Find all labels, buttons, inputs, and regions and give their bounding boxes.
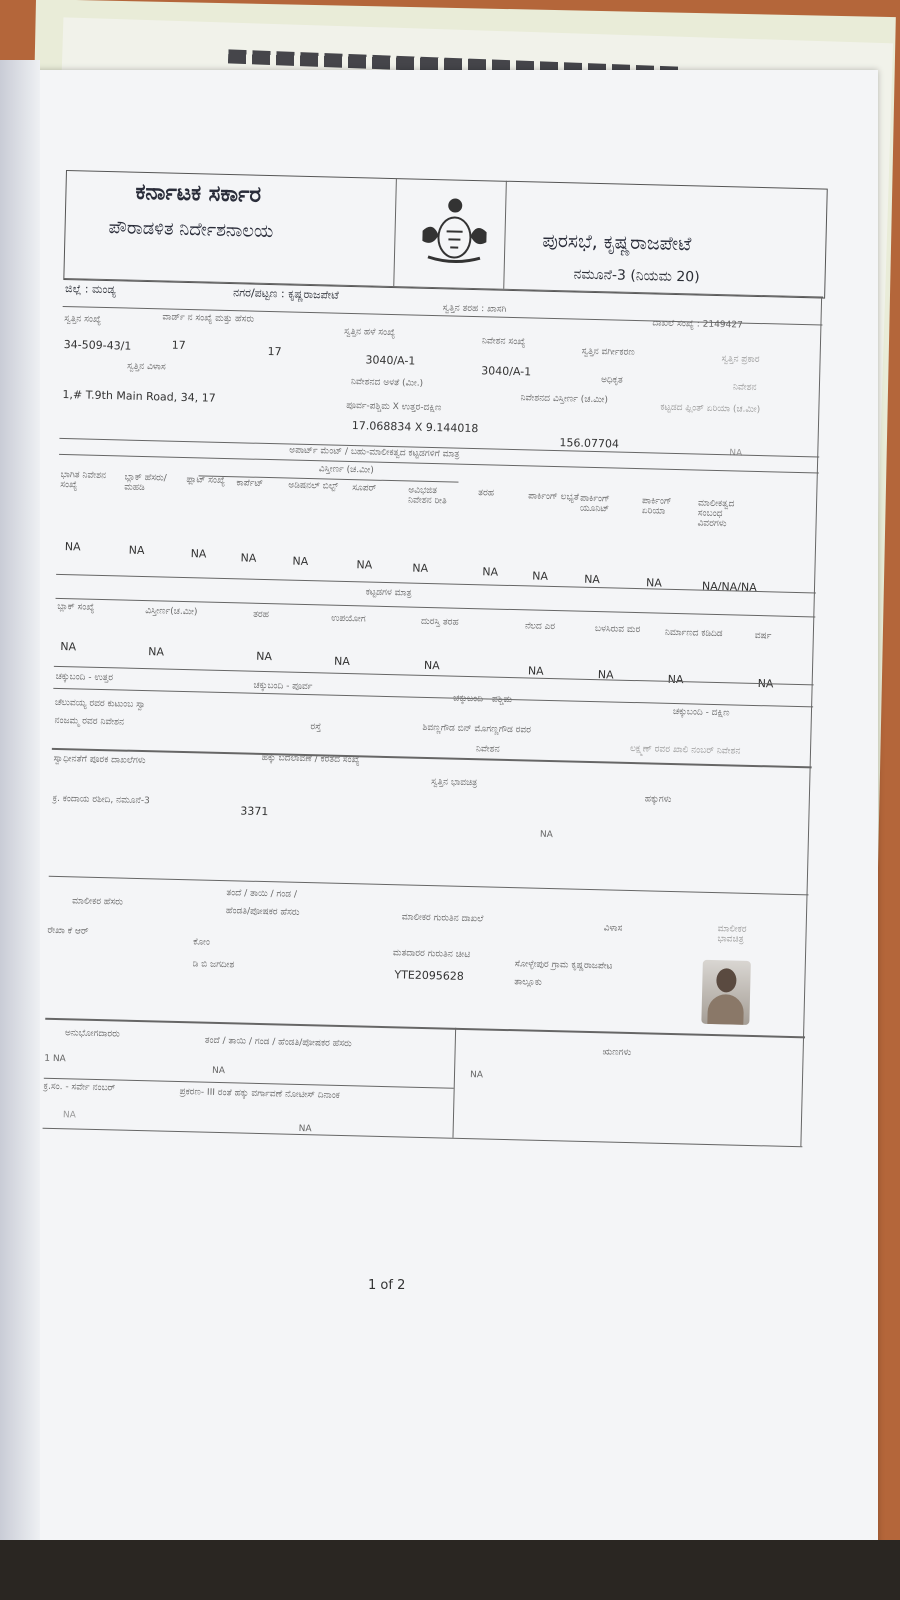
apartment-value-11: NA/NA/NA <box>701 579 757 595</box>
apartment-header-11: ಮಾಲೀಕತ್ವದ ಸಂಬಂಧ ವಿವರಗಳು <box>697 498 735 530</box>
south-boundary-value: ಲಕ್ಷ್ಮಣ್ ರವರ ಖಾಲಿ ನಂಬರ್ ನಿವೇಶನ <box>629 743 741 757</box>
category-value: ಅಧಿಕೃತ <box>600 375 623 386</box>
building-value-2: NA <box>256 649 273 664</box>
govt-title: ಕರ್ನಾಟಕ ಸರ್ಕಾರ <box>135 179 262 208</box>
built-area-label: ಕಟ್ಟಡದ ಫ್ಲಿಂತ್ ಏರಿಯಾ (ಚ.ಮೀ) <box>660 402 761 416</box>
apartment-header-8: ಪಾರ್ಕಿಂಗ್ ಲಭ್ಯತೆ <box>528 490 580 503</box>
prop-no-header: ಸ್ವತ್ತಿನ ಸಂಖ್ಯೆ <box>64 314 102 325</box>
apartment-value-9: NA <box>584 572 601 586</box>
supporting-docs-label: ಸ್ವಾಧೀನತೆಗೆ ಪೂರಕ ದಾಖಲೆಗಳು <box>53 753 146 767</box>
survey-number-label: ಕ್ರ.ಸಂ. - ಸರ್ವೇ ನಂಬರ್ <box>43 1081 116 1094</box>
certificate-page <box>18 70 878 1550</box>
survey-number-value: NA <box>62 1110 76 1121</box>
apartment-value-0: NA <box>64 540 81 554</box>
building-value-0: NA <box>60 640 77 654</box>
building-value-6: NA <box>597 668 614 682</box>
building-header-1: ವಿಸ್ತೀರ್ಣ(ಚ.ಮೀ) <box>145 605 198 617</box>
building-header-5: ನೆಲದ ಎರ <box>524 620 556 632</box>
apartment-header-4: ಅಡಿಷನಲ್ ಬಿಲ್ಟ್ <box>288 480 339 492</box>
north-boundary-line1: ಚೆಲುವಯ್ಯ ರವರ ಕುಟುಂಬ ಸ್ವಾ <box>54 697 146 711</box>
building-header-8: ವರ್ಷ <box>754 630 772 642</box>
old-no-header: ಸ್ವತ್ತಿನ ಹಳೆ ಸಂಖ್ಯೆ <box>344 326 396 339</box>
north-boundary-label: ಚಕ್ಕುಬಂದಿ - ಉತ್ತರ <box>55 671 114 684</box>
building-section-title: ಕಟ್ಟಡಗಳ ಮಾತ್ರ <box>365 587 412 599</box>
site-area-value: 156.07704 <box>559 436 620 451</box>
building-header-2: ತರಹ <box>253 609 270 621</box>
notice-date-label: ಪ್ರಕರಣ- III ರಂತೆ ಹಕ್ಕು ವರ್ಗಾವಣೆ ನೋಟೀಸ್ ದಿನಾಂಕ <box>179 1087 340 1101</box>
east-boundary-label: ಚಕ್ಕುಬಂದಿ - ಪೂರ್ವ <box>253 680 313 693</box>
site-dim-label: ನಿವೇಶನದ ಅಳತೆ (ಮೀ.) <box>350 377 424 389</box>
deed-label: ಹಕ್ಕು ಬದಲಾವಣೆ / ಕರತದ ಸಂಖ್ಯೆ <box>261 752 360 766</box>
apartment-value-8: NA <box>532 569 549 583</box>
occupant-name: 1 NA <box>44 1053 66 1065</box>
apartment-value-7: NA <box>482 565 499 580</box>
direction-label: ಪೂರ್ವ-ಪಶ್ಚಿಮ X ಉತ್ತರ-ದಕ್ಷಿಣ <box>346 400 442 414</box>
survey-no-value: 3040/A-1 <box>481 364 532 379</box>
owner-relation-label-1: ತಂದೆ / ತಾಯಿ / ಗಂಡ / <box>226 888 298 900</box>
apartment-value-2: NA <box>190 547 207 561</box>
owner-name: ರೇಖಾ ಕೆ ಆರ್ <box>47 925 89 937</box>
west-boundary-line1: ಶಿವಣ್ಣಗೌಡ ಬಿನ್ ಮೊಗಣ್ಣಗೌಡ ರವರ <box>422 722 532 736</box>
owner-address-line1: ಸೋಳ್ಳೇಪುರ ಗ್ರಾಮ ಕೃಷ್ಣರಾಜಪೇಟ <box>514 959 613 972</box>
category-header: ಸ್ವತ್ತಿನ ವರ್ಗೀಕರಣ <box>581 346 635 358</box>
apartment-header-5: ಸೂಪರ್ <box>352 483 377 494</box>
apartment-value-6: NA <box>412 561 429 576</box>
south-boundary-label: ಚಕ್ಕುಬಂದಿ - ದಕ್ಷಿಣ <box>672 706 730 719</box>
survey-no-header: ನಿವೇಶನ ಸಂಖ್ಯೆ <box>481 336 526 348</box>
apartment-value-10: NA <box>645 576 663 590</box>
apartment-header-0: ಭಾಗಿತ ನಿವೇಶನ ಸಂಖ್ಯೆ <box>60 469 107 491</box>
owner-photo-label: ಮಾಲೀಕರ ಭಾವಚಿತ್ರ <box>717 924 747 945</box>
apartment-value-3: NA <box>240 550 257 565</box>
prop-no-value: 34-509-43/1 <box>63 337 132 353</box>
apartment-header-2: ಫ್ಲಾಟ್ ಸಂಖ್ಯೆ <box>186 475 226 487</box>
property-photo-value: NA <box>539 829 553 841</box>
owner-relation-type: ಕೋಂ <box>193 937 211 948</box>
apartment-header-1: ಬ್ಲಾಕ್ ಹೆಸರು/ ಮಹಡಿ <box>124 472 167 494</box>
apartment-area-label: ವಿಸ್ತೀರ್ಣ (ಚ.ಮೀ) <box>318 464 374 476</box>
east-boundary-value: ರಸ್ತೆ <box>310 722 322 733</box>
ward-header: ವಾರ್ಡ್ ನ ಸಂಖ್ಯೆ ಮತ್ತು ಹೆಸರು <box>162 312 255 325</box>
town-label: ನಗರ/ಪಟ್ಟಣ : ಕೃಷ್ಣರಾಜಪೇಟೆ <box>232 286 339 302</box>
building-header-3: ಉಪಯೋಗ <box>331 613 366 624</box>
property-photo-label: ಸ್ವತ್ತಿನ ಭಾವಚಿತ್ರ <box>431 777 478 789</box>
dimensions-value: 17.068834 X 9.144018 <box>351 419 479 436</box>
owner-id-label: ಮಾಲೀಕರ ಗುರುತಿನ ದಾಖಲೆ <box>401 912 484 925</box>
supporting-docs-value: ಕ್ರ. ಕಂದಾಯ ರಶೀದಿ, ನಮೂನೆ-3 <box>52 793 150 807</box>
owner-relation-label-2: ಹೆಂಡತಿ/ಪೋಷಕರ ಹೆಸರು <box>225 906 300 918</box>
building-value-4: NA <box>423 658 440 673</box>
apartment-header-3: ಕಾರ್ಪೆಟ್ <box>236 477 264 489</box>
building-value-8: NA <box>757 677 774 691</box>
liabilities-label: ಋಣಗಳು <box>602 1047 632 1059</box>
building-value-5: NA <box>527 663 544 678</box>
apartment-value-4: NA <box>292 554 309 568</box>
owner-photo <box>701 960 751 1025</box>
deed-value: 3371 <box>240 804 269 819</box>
municipality-title: ಪುರಸಭೆ, ಕೃಷ್ಣರಾಜಪೇಟೆ <box>542 229 692 256</box>
apartment-header-9: ಪಾರ್ಕಿಂಗ್ ಯೂನಿಟ್ <box>579 493 610 515</box>
north-boundary-line2: ನಂಜಮ್ಮ ರವರ ನಿವೇಶನ <box>54 715 125 728</box>
form-3-document <box>40 170 826 1268</box>
owner-address-label: ವಿಳಾಸ <box>603 923 623 934</box>
apartment-header-7: ತರಹ <box>478 488 495 499</box>
form-number: ನಮೂನೆ-3 (ನಿಯಮ 20) <box>573 266 700 286</box>
prop-kind-header: ಸ್ವತ್ತಿನ ಪ್ರಕಾರ <box>721 354 760 365</box>
ward-no-value: 17 <box>171 338 186 352</box>
page-number: 1 of 2 <box>368 1278 406 1293</box>
register-no-label: ದಾಖಲೆ ಸಂಖ್ಯೆ : 2149427 <box>652 318 743 331</box>
state-emblem-icon <box>414 191 496 271</box>
apartment-value-1: NA <box>128 543 145 558</box>
building-header-7: ನಿರ್ಮಾಣದ ಕಡಿದಿಡ <box>664 627 723 639</box>
owner-address-line2: ತಾಲ್ಲೂಕು <box>514 977 542 988</box>
owner-id-type: ಮತದಾರರ ಗುರುತಿನ ಚೀಟಿ <box>392 948 471 961</box>
occupant-label: ಅನುಭೋಗದಾರರು <box>64 1028 120 1040</box>
binder-edge <box>0 60 40 1560</box>
address-value: 1,# T.9th Main Road, 34, 17 <box>62 387 216 405</box>
owner-relation-name: ಡಿ ಬಿ ಜಗದೀಶ <box>192 959 235 971</box>
occupant-relation-label: ತಂದೆ / ತಾಯಿ / ಗಂಡ / ಹೆಂಡತಿ/ಪೋಷಕರ ಹೆಸರು <box>204 1035 352 1050</box>
occupant-relation: NA <box>211 1065 226 1077</box>
owner-id-number: YTE2095628 <box>394 968 464 983</box>
apartment-section-title: ಅಪಾರ್ಟ್ ಮೆಂಟ್ / ಬಹು-ಮಾಲೀಕತ್ವದ ಕಟ್ಟಡಗಳಿಗೆ ಮಾತ್ರ <box>289 445 460 460</box>
notice-date-value: NA <box>298 1123 312 1135</box>
liabilities-value: NA <box>469 1070 484 1081</box>
rights-label: ಹಕ್ಕುಗಳು <box>644 794 672 805</box>
prop-kind-value: ನಿವೇಶನ <box>732 382 757 393</box>
building-header-4: ದುರಸ್ತಿ ತರಹ <box>420 616 459 628</box>
property-type-label: ಸ್ವತ್ತಿನ ತರಹ : ಖಾಸಗಿ <box>442 303 507 315</box>
apartment-value-5: NA <box>356 558 373 572</box>
built-area-value: NA <box>729 448 743 459</box>
building-header-6: ಬಳಸಿರುವ ಮರ <box>594 624 641 636</box>
district-label: ಜಿಲ್ಲೆ : ಮಂಡ್ಯ <box>64 282 117 297</box>
apartment-header-10: ಪಾರ್ಕಿಂಗ್ ಏರಿಯಾ <box>641 496 672 517</box>
site-area-label: ನಿವೇಶನದ ವಿಸ್ತೀರ್ಣ (ಚ.ಮೀ) <box>520 393 609 406</box>
building-value-7: NA <box>667 672 684 686</box>
building-value-1: NA <box>148 644 165 659</box>
owner-name-label: ಮಾಲೀಕರ ಹೆಸರು <box>72 896 123 908</box>
address-label: ಸ್ವತ್ತಿನ ವಿಳಾಸ <box>127 361 166 373</box>
desk-surface <box>0 1540 900 1600</box>
ward-name-value: 17 <box>267 344 282 359</box>
building-header-0: ಬ್ಲಾಕ್ ಸಂಖ್ಯೆ <box>57 601 95 613</box>
directorate-title: ಪೌರಾಡಳಿತ ನಿರ್ದೇಶನಾಲಯ <box>108 217 274 243</box>
apartment-header-6: ಅವಿಭಜಿತ ನಿವೇಶನ ರೀತಿ <box>407 485 447 507</box>
building-value-3: NA <box>333 654 351 668</box>
old-no-value: 3040/A-1 <box>365 353 416 368</box>
west-boundary-line2: ನಿವೇಶನ <box>475 744 500 755</box>
west-boundary-label: ಚಕ್ಕುಬಂದಿ - ಪಶ್ಚಿಮ <box>453 693 513 706</box>
